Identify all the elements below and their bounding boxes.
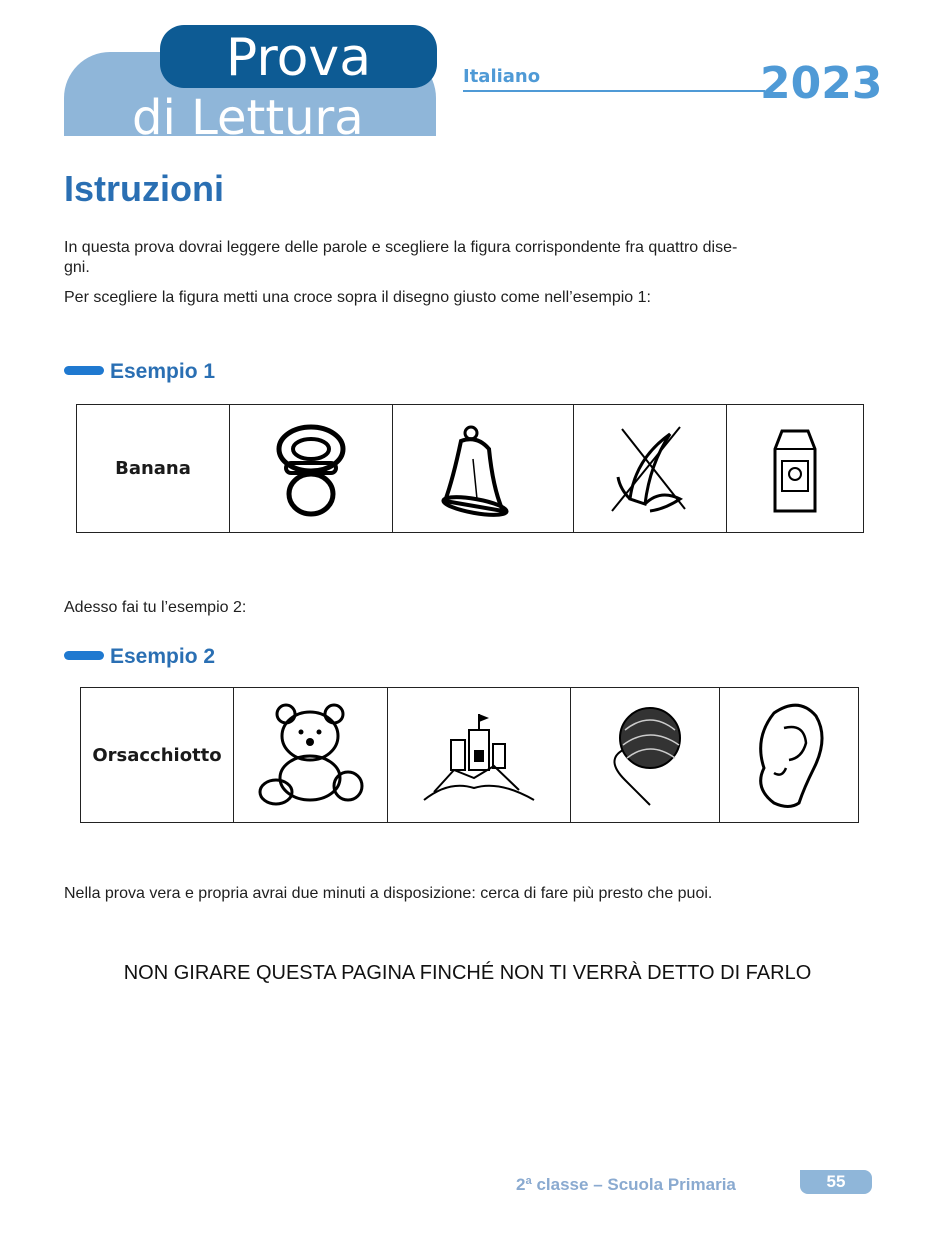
time-note: Nella prova vera e propria avrai due minuti a disposizione: cerca di fare più presto che puoi.	[64, 885, 713, 902]
yarn-ball-icon	[595, 700, 695, 810]
example2-intro: Adesso fai tu l’esempio 2:	[64, 599, 247, 616]
footer-grade: 2ª classe – Scuola Primaria	[516, 1175, 736, 1194]
title-line2: di Lettura	[132, 90, 364, 136]
example1-word: Banana	[115, 458, 191, 479]
example1-heading	[64, 360, 215, 384]
example1-option-2[interactable]	[393, 405, 574, 533]
instructions-paragraph-1	[64, 238, 874, 278]
instructions-paragraph-2: Per scegliere la figura metti una croce sopra il disegno giusto come nell’esempio 1:	[64, 289, 651, 306]
example2-option-4[interactable]	[720, 688, 859, 823]
instructions-line-2: gni.	[64, 259, 90, 276]
instructions-line-1: In questa prova dovrai leggere delle parole e scegliere la figura corrispondente fra quattro dise-	[64, 239, 738, 256]
bullet-bar-icon	[64, 366, 104, 375]
example2-heading	[64, 645, 215, 669]
ear-icon	[744, 698, 834, 813]
example1-option-1[interactable]	[230, 405, 393, 533]
teddy-bear-icon	[256, 700, 366, 810]
title-line1: Prova	[225, 28, 372, 88]
year-label: 2023	[760, 58, 883, 109]
example2-option-2[interactable]	[388, 688, 571, 823]
example1-option-4[interactable]	[727, 405, 864, 533]
banana-icon	[600, 419, 700, 519]
warning-text: NON GIRARE QUESTA PAGINA FINCHÉ NON TI VERRÀ DETTO DI FARLO	[123, 962, 812, 984]
bullet-bar-icon	[64, 651, 104, 660]
bell-icon	[433, 419, 533, 519]
example1-table	[76, 404, 864, 533]
castle-icon	[419, 700, 539, 810]
example2-word: Orsacchiotto	[92, 744, 222, 766]
example2-label: Esempio 2	[110, 645, 216, 668]
example1-label: Esempio 1	[110, 360, 216, 383]
pacifier-icon	[266, 419, 356, 519]
subject-label: Italiano	[463, 66, 541, 87]
subject-rule	[463, 90, 765, 92]
example1-word-cell	[77, 405, 230, 533]
page-number: 55	[800, 1170, 872, 1194]
milk-carton-icon	[760, 419, 830, 519]
page-heading: Istruzioni	[64, 168, 224, 209]
example2-table	[80, 687, 859, 823]
example1-option-3[interactable]	[574, 405, 727, 533]
example2-option-1[interactable]	[234, 688, 388, 823]
example2-word-cell	[81, 688, 234, 823]
example2-option-3[interactable]	[571, 688, 720, 823]
